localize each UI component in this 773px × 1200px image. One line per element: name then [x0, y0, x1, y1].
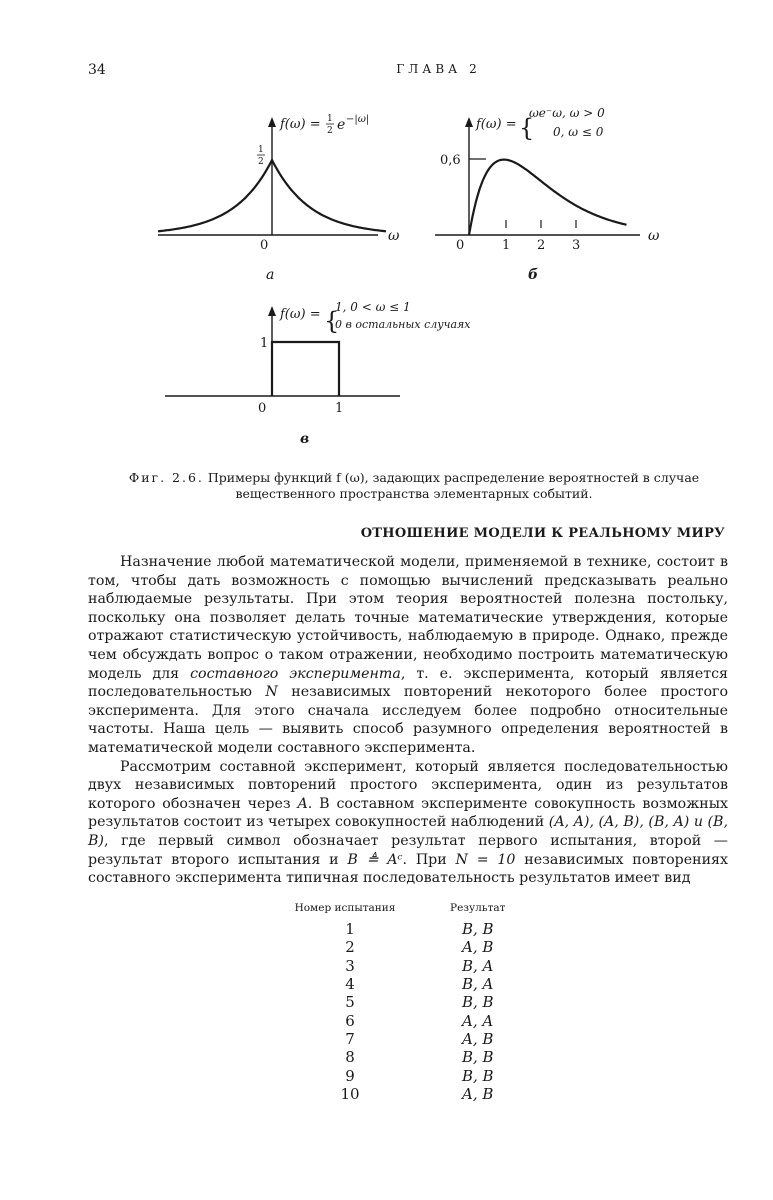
figure-b-x-tick-label-3: 3: [572, 238, 581, 253]
trial-number: 2: [345, 938, 355, 957]
figure-a-y-tick-den: 2: [258, 157, 264, 167]
trial-result: A, B: [462, 1084, 494, 1103]
figure-a: [158, 114, 400, 283]
table-row: [270, 1066, 610, 1084]
trial-result: B, B: [462, 920, 494, 939]
figure-caption: [100, 470, 728, 502]
body-text: [88, 553, 728, 888]
paragraph-2-variable-a: A: [297, 795, 308, 812]
figure-b-x-axis-label: ω: [648, 228, 660, 244]
trial-result: B, B: [462, 993, 494, 1012]
figure-a-formula-frac-den: 2: [327, 126, 333, 136]
figure-b-x-tick-label-2: 2: [537, 238, 546, 253]
trial-result: A, A: [462, 1011, 494, 1030]
page-header: [88, 62, 729, 82]
paragraph-1-part-a: Назначение любой математической модели, применяемой в технике, состоит в том, чтобы дать возможность с помощью вычислений предсказывать реально наблюдаемые результаты. При этом теория вероятностей полезна постольку, поскольку она позволяет делать точные математические утверждения, которые отражают статистическую устойчивость, наблюдаемую в природе. Однако, прежде чем обсуждать вопрос о таком отражении, необходимо построить математическую модель для: [88, 554, 728, 682]
figure-b-formula-case2: 0, ω ≤ 0: [553, 125, 604, 139]
paragraph-2-part-c: , где первый символ обозначает результат первого испытания, второй — результат второго испытания и: [88, 832, 728, 868]
figure-b-y-tick: 0,6: [440, 153, 461, 168]
paragraph-1-part-c: независимых повторений некоторого более простого эксперимента. Для этого сначала исследуем более подробно относительные частоты. Наша цель — выявить способ разумного определения вероятностей в математической модели составного эксперимента.: [88, 684, 729, 756]
running-head: ГЛАВА 2: [396, 62, 481, 76]
figure-c-formula-brace: {: [324, 307, 340, 335]
figure-c: [165, 300, 471, 447]
results-table: [270, 902, 610, 1103]
results-table-header-row: [270, 902, 610, 920]
table-row: [270, 1048, 610, 1066]
paragraph-2-definition: B ≜ Aᶜ: [347, 851, 403, 868]
paragraph-2-pairs: (A, A), (A, B), (B, A) и (B, B): [88, 814, 728, 849]
paragraph-2-part-d: . При: [402, 851, 447, 868]
figure-c-formula-case2: 0 в остальных случаях: [335, 318, 471, 331]
figure-a-x-axis-label: ω: [388, 228, 400, 244]
table-row: [270, 957, 610, 975]
table-row: [270, 920, 610, 938]
figure-caption-label: Фиг. 2.6.: [128, 470, 204, 485]
trial-result: B, A: [462, 956, 494, 975]
figure-c-pulse: [272, 342, 339, 396]
column-header-result: Результат: [450, 902, 506, 914]
figure-caption-text: Примеры функций f (ω), задающих распределение вероятностей в случае вещественного пространства элементарных событий.: [207, 470, 700, 501]
paragraph-1: [88, 553, 728, 758]
figure-c-origin: 0: [258, 401, 267, 416]
table-row: [270, 1030, 610, 1048]
paragraph-1-part-b: , т. е. эксперимента, который является последовательностью: [88, 665, 729, 701]
figure-b-formula-brace: {: [519, 114, 535, 142]
trial-number: 1: [345, 920, 355, 939]
figure-2-6: [0, 90, 773, 460]
trial-number: 10: [340, 1084, 360, 1103]
figure-b-formula-case1: ωe⁻ω, ω > 0: [529, 106, 605, 120]
section-heading: ОТНОШЕНИЕ МОДЕЛИ К РЕАЛЬНОМУ МИРУ: [360, 526, 725, 541]
trial-number: 9: [345, 1066, 355, 1085]
figure-b: [435, 106, 660, 283]
trial-number: 6: [345, 1011, 355, 1030]
figure-b-y-arrow: [465, 117, 473, 127]
figure-a-formula-exp: e: [337, 117, 346, 133]
figure-a-formula-frac-num: 1: [327, 114, 333, 124]
trial-result: A, B: [462, 938, 494, 957]
figure-c-x-tick: 1: [335, 401, 344, 416]
trial-result: B, B: [462, 1066, 494, 1085]
paragraph-2: [88, 758, 728, 888]
table-row: [270, 1085, 610, 1103]
trial-number: 5: [345, 993, 355, 1012]
figure-b-x-tick-label-1: 1: [502, 238, 511, 253]
trial-number: 3: [345, 956, 355, 975]
figure-c-y-arrow: [268, 306, 276, 316]
trial-result: B, A: [462, 975, 494, 994]
trial-result: A, B: [462, 1029, 494, 1048]
figure-a-formula-lhs: f(ω) =: [280, 117, 321, 132]
figure-c-y-tick: 1: [260, 336, 269, 351]
table-row: [270, 975, 610, 993]
trial-number: 7: [345, 1029, 355, 1048]
figure-c-label: в: [300, 431, 310, 447]
paragraph-2-n-value: N = 10: [455, 851, 516, 868]
table-row: [270, 993, 610, 1011]
figure-b-curve: [469, 160, 627, 235]
trial-result: B, B: [462, 1048, 494, 1067]
figure-c-formula-case1: 1, 0 < ω ≤ 1: [335, 300, 411, 314]
table-row: [270, 938, 610, 956]
figure-b-origin: 0: [456, 238, 465, 253]
figure-b-formula-lhs: f(ω) =: [476, 117, 517, 132]
figure-a-y-tick-num: 1: [258, 145, 264, 155]
trial-number: 4: [345, 975, 355, 994]
page-number: 34: [88, 62, 106, 78]
figure-a-y-arrow: [268, 117, 276, 127]
paragraph-1-variable-n: N: [265, 684, 278, 701]
trial-number: 8: [345, 1048, 355, 1067]
figure-c-formula-lhs: f(ω) =: [280, 307, 321, 322]
paragraph-1-emphasis: составного эксперимента: [190, 665, 401, 682]
figure-a-origin: 0: [260, 238, 269, 253]
paragraph-2-part-b: . В составном эксперименте совокупность возможных результатов состоит из четырех совокупностей наблюдений: [88, 795, 728, 831]
paragraph-2-part-e: независимых повторениях составного эксперимента типичная последовательность результатов имеет вид: [88, 851, 728, 887]
figure-b-label: б: [528, 267, 539, 283]
column-header-trial-number: Номер испытания: [294, 902, 396, 914]
figure-a-label: а: [266, 267, 275, 283]
figure-a-formula-power: −|ω|: [346, 114, 370, 125]
paragraph-2-part-a: Рассмотрим составной эксперимент, который является последовательностью двух независимых повторений простого эксперимента, один из результатов которого обозначен через: [88, 758, 728, 812]
table-row: [270, 1011, 610, 1029]
